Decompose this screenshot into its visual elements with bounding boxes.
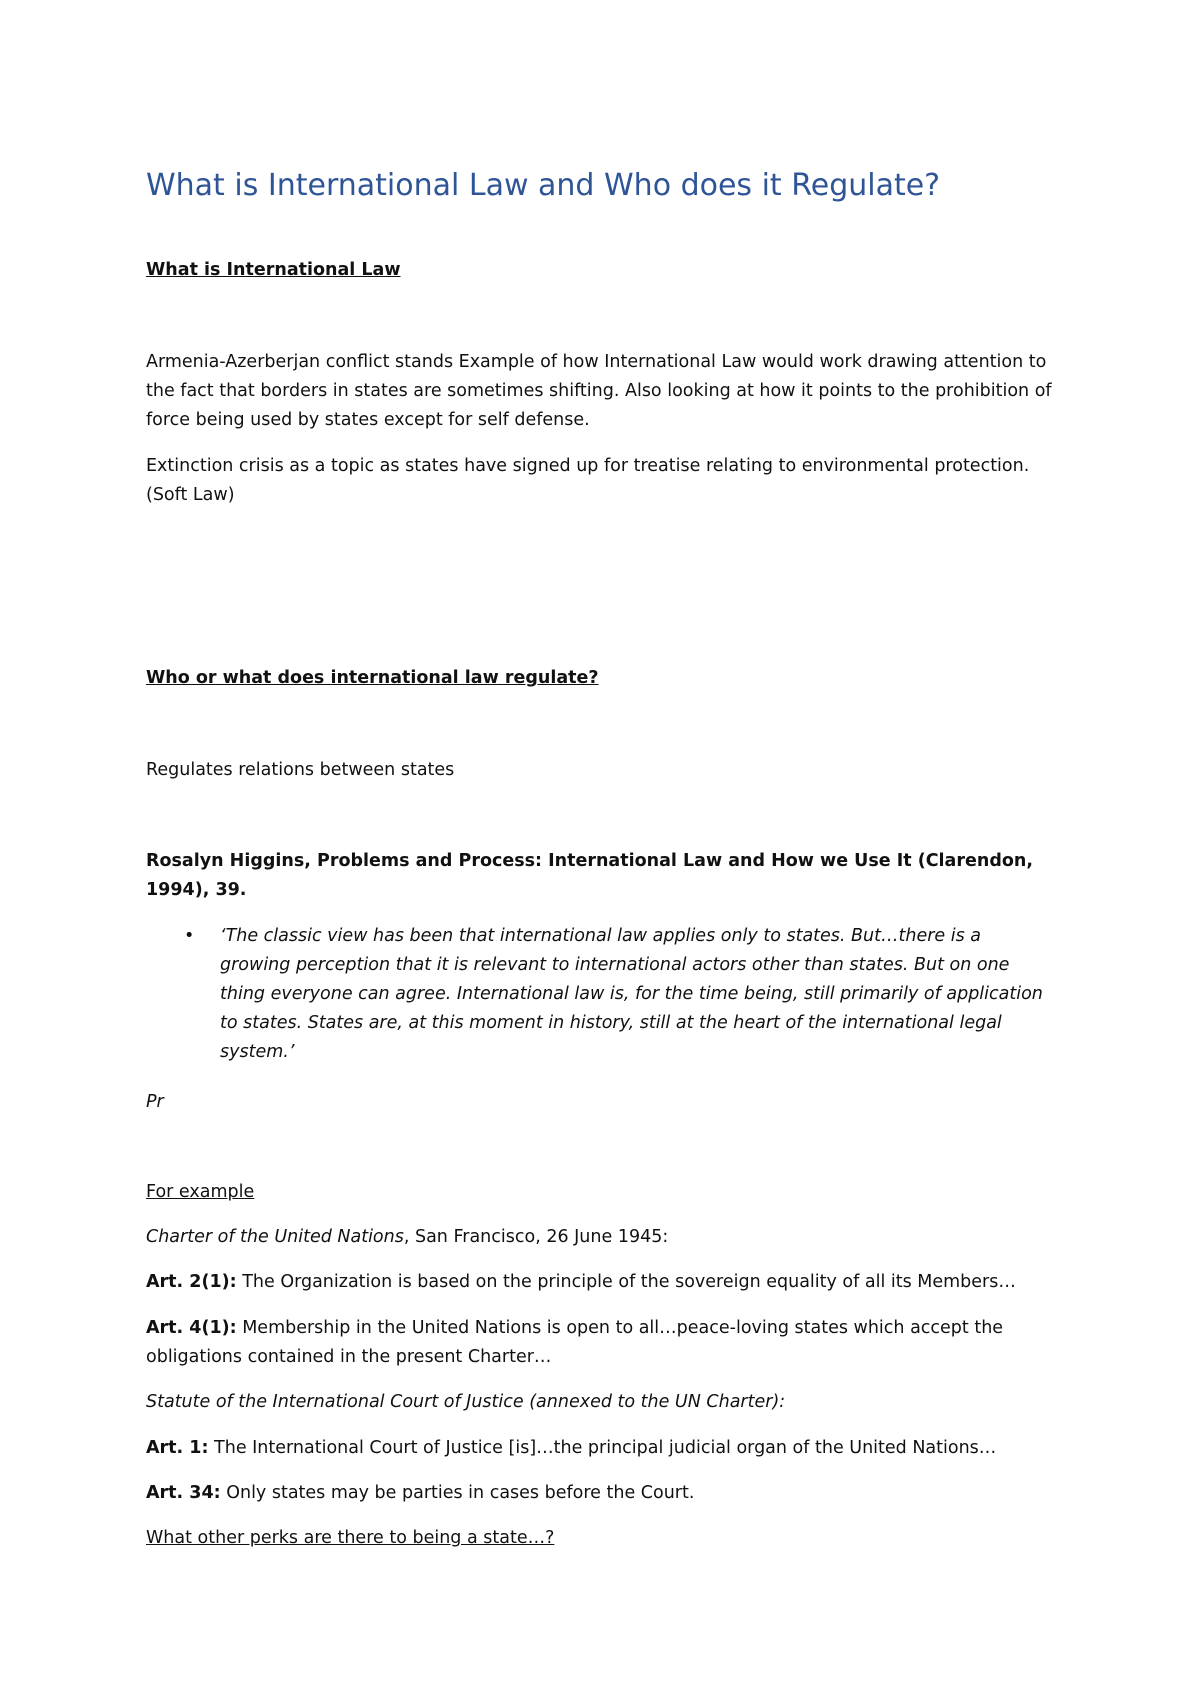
paragraph-regulates-relations: Regulates relations between states <box>146 760 455 780</box>
quote-higgins: ‘The classic view has been that international law applies only to states. But…there is a growing perception that it is relevant to international actors other than states. But on one thing everyone can agree. International law is, for the time being, still primarily of application to states. States are, at this moment in history, still at the heart of the international legal system.’ <box>220 926 1043 1062</box>
article-1 <box>146 1434 1066 1463</box>
heading-what-is-international-law: What is International Law <box>146 260 401 280</box>
fragment-pr: Pr <box>146 1092 164 1112</box>
article-label: Art. 4(1): <box>146 1318 237 1338</box>
charter-details: , San Francisco, 26 June 1945: <box>403 1227 669 1247</box>
article-2-1 <box>146 1268 1066 1297</box>
article-label: Art. 2(1): <box>146 1272 237 1292</box>
heading-who-regulates: Who or what does international law regulate? <box>146 668 599 688</box>
statute-line: Statute of the International Court of Justice (annexed to the UN Charter): <box>146 1392 786 1412</box>
paragraph-armenia-azerbaijan: Armenia-Azerberjan conflict stands Example of how International Law would work drawing attention to the fact that borders in states are sometimes shifting. Also looking at how it points to the prohibition of force being used by states except for self defense. <box>146 352 1052 430</box>
charter-title: Charter of the United Nations <box>146 1227 404 1247</box>
article-4-1 <box>146 1314 1066 1372</box>
bullet-icon: • <box>184 926 195 946</box>
heading-for-example: For example <box>146 1182 255 1202</box>
article-text: Membership in the United Nations is open to all…peace-loving states which accept the obligations contained in the present Charter… <box>146 1318 1004 1367</box>
article-text: The Organization is based on the principle of the sovereign equality of all its Members… <box>236 1272 1016 1292</box>
article-label: Art. 1: <box>146 1438 209 1458</box>
citation-higgins: Rosalyn Higgins, Problems and Process: International Law and How we Use It (Clarendon, 1994), 39. <box>146 851 1033 900</box>
article-label: Art. 34: <box>146 1483 221 1503</box>
charter-line <box>146 1223 1066 1252</box>
perks-question: What other perks are there to being a state…? <box>146 1528 555 1548</box>
article-text: Only states may be parties in cases before the Court. <box>220 1483 695 1503</box>
article-34 <box>146 1479 1066 1508</box>
article-text: The International Court of Justice [is]…the principal judicial organ of the United Nations… <box>208 1438 997 1458</box>
document-title: What is International Law and Who does it Regulate? <box>146 168 941 203</box>
paragraph-extinction-crisis: Extinction crisis as a topic as states have signed up for treatise relating to environmental protection. (Soft Law) <box>146 456 1030 505</box>
